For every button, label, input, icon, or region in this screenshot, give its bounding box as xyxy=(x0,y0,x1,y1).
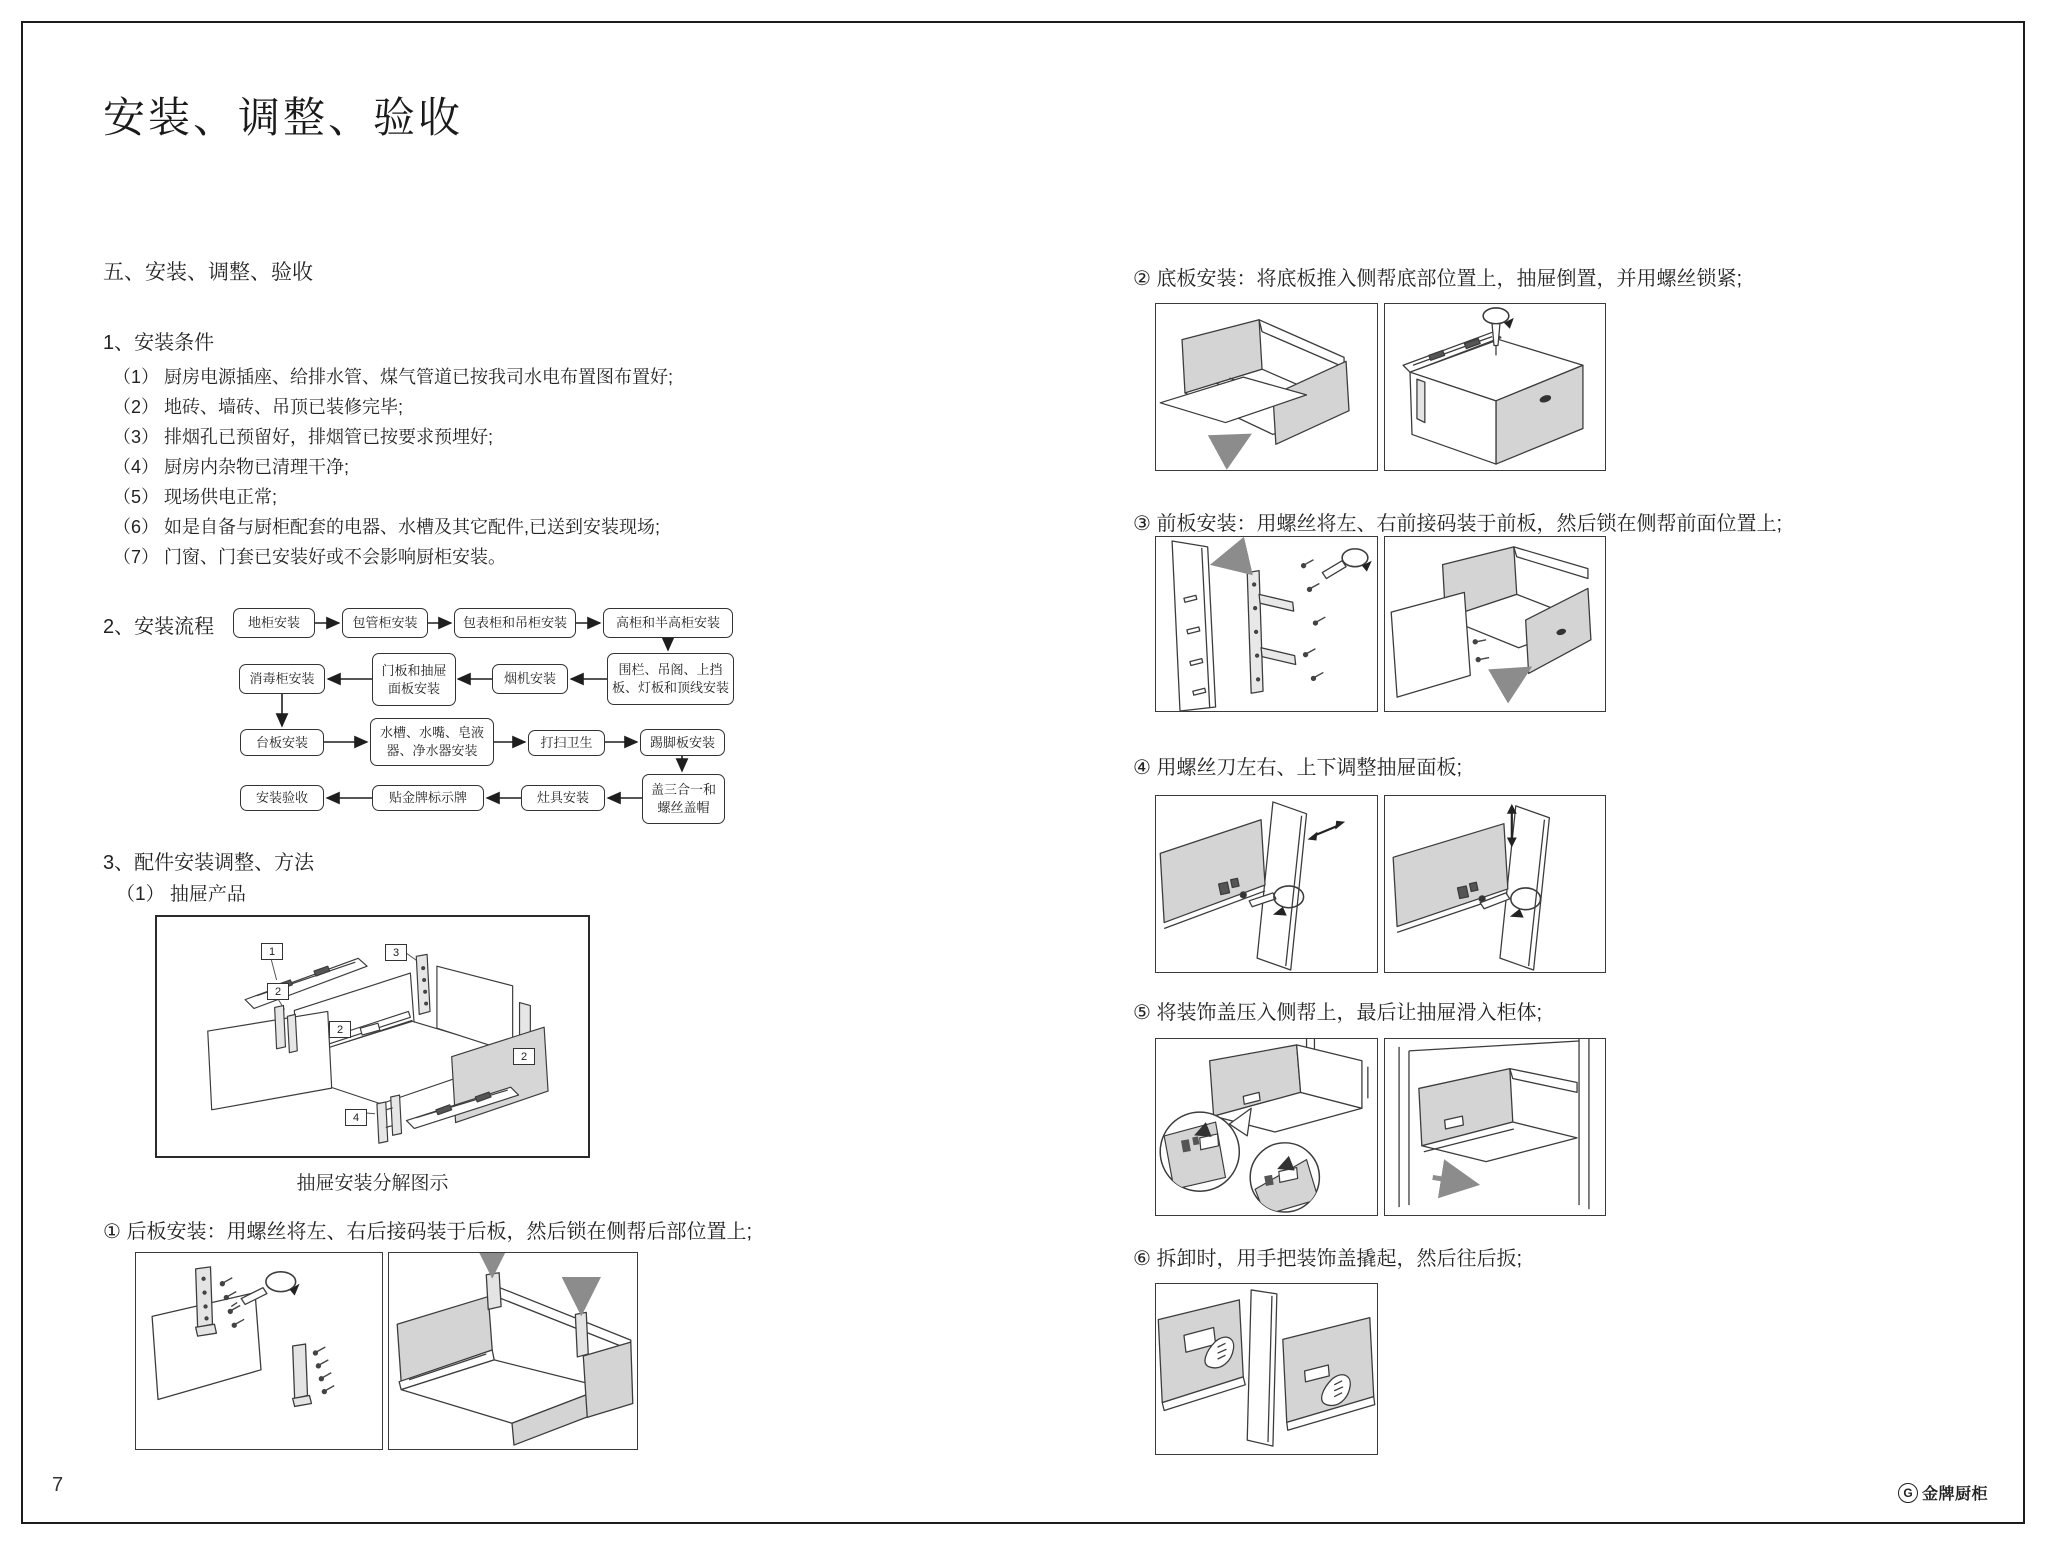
section-heading: 五、安装、调整、验收 xyxy=(103,261,313,284)
part-label: 2 xyxy=(513,1048,535,1065)
step1-figure-left xyxy=(135,1252,383,1450)
step3-figure-left xyxy=(1155,536,1378,712)
brand-logo xyxy=(1898,1481,1988,1504)
flow-node-stove: 灶具安装 xyxy=(521,785,605,811)
step5-figure-left xyxy=(1155,1038,1378,1216)
flow-node-cover-caps: 盖三合一和螺丝盖帽 xyxy=(642,774,725,824)
flow-node-base-cabinet: 地柜安装 xyxy=(233,608,315,638)
flow-node-sterilizer: 消毒柜安装 xyxy=(239,664,325,694)
part-label: 3 xyxy=(385,944,407,961)
flow-node-sink-faucet: 水槽、水嘴、皂液器、净水器安装 xyxy=(370,718,494,766)
page-title: 安装、调整、验收 xyxy=(103,94,464,141)
step6-figure xyxy=(1155,1283,1378,1455)
condition-item: （1） 厨房电源插座、给排水管、煤气管道已按我司水电布置图布置好; xyxy=(113,367,674,387)
step5-figure-right xyxy=(1384,1038,1606,1216)
step1-text: ① 后板安装：用螺丝将左、右后接码装于后板，然后锁在侧帮后部位置上; xyxy=(103,1221,753,1243)
step3-figure-right xyxy=(1384,536,1606,712)
step4-figure-right xyxy=(1384,795,1606,973)
step5-text: ⑤ 将装饰盖压入侧帮上，最后让抽屉滑入柜体; xyxy=(1133,1002,1543,1024)
flow-node-countertop: 台板安装 xyxy=(240,729,324,756)
condition-item: （3） 排烟孔已预留好，排烟管已按要求预埋好; xyxy=(113,427,494,447)
part-label: 2 xyxy=(267,983,289,1000)
flow-node-door-drawer-panel: 门板和抽屉面板安装 xyxy=(372,653,456,706)
step6-text: ⑥ 拆卸时，用手把装饰盖撬起，然后往后扳; xyxy=(1133,1248,1523,1270)
flow-node-acceptance: 安装验收 xyxy=(240,785,324,811)
part-label: 4 xyxy=(345,1109,367,1126)
part-label: 1 xyxy=(261,943,283,960)
flow-node-kickboard: 踢脚板安装 xyxy=(640,729,725,756)
flow-node-rails-panels: 围栏、吊阁、上挡板、灯板和顶线安装 xyxy=(607,653,734,705)
step2-figure-right xyxy=(1384,303,1606,471)
condition-item: （6） 如是自备与厨柜配套的电器、水槽及其它配件,已送到安装现场; xyxy=(113,517,661,537)
flow-node-tall-cabinet: 高柜和半高柜安装 xyxy=(603,608,733,638)
conditions-heading: 1、安装条件 xyxy=(103,332,215,354)
condition-item: （5） 现场供电正常; xyxy=(113,487,278,507)
flow-node-meter-wall-cabinet: 包表柜和吊柜安装 xyxy=(454,608,576,638)
drawer-product-item: （1） 抽屉产品 xyxy=(116,884,246,905)
flow-node-cleaning: 打扫卫生 xyxy=(528,730,605,756)
condition-item: （2） 地砖、墙砖、吊顶已装修完毕; xyxy=(113,397,404,417)
flow-heading: 2、安装流程 xyxy=(103,616,215,638)
step2-figure-left xyxy=(1155,303,1378,471)
condition-item: （7） 门窗、门套已安装好或不会影响厨柜安装。 xyxy=(113,547,507,567)
exploded-caption: 抽屉安装分解图示 xyxy=(296,1173,449,1194)
step1-figure-right xyxy=(388,1252,638,1450)
step2-text: ② 底板安装：将底板推入侧帮底部位置上，抽屉倒置，并用螺丝锁紧; xyxy=(1133,268,1743,290)
flow-node-pipe-cabinet: 包管柜安装 xyxy=(342,608,428,638)
brand-g-icon: G xyxy=(1898,1483,1918,1503)
condition-item: （4） 厨房内杂物已清理干净; xyxy=(113,457,350,477)
step3-text: ③ 前板安装：用螺丝将左、右前接码装于前板，然后锁在侧帮前面位置上; xyxy=(1133,513,1783,535)
part-label: 2 xyxy=(329,1021,351,1038)
accessories-heading: 3、配件安装调整、方法 xyxy=(103,852,315,874)
exploded-diagram xyxy=(155,915,590,1158)
flow-node-brand-plate: 贴金牌标示牌 xyxy=(372,785,484,811)
installation-flowchart xyxy=(230,598,750,838)
step4-text: ④ 用螺丝刀左右、上下调整抽屉面板; xyxy=(1133,757,1463,779)
page-number: 7 xyxy=(52,1474,64,1496)
flow-node-hood: 烟机安装 xyxy=(492,664,568,694)
brand-name: 金牌厨柜 xyxy=(1922,1486,1989,1503)
exploded-drawing xyxy=(157,917,588,1156)
step4-figure-left xyxy=(1155,795,1378,973)
